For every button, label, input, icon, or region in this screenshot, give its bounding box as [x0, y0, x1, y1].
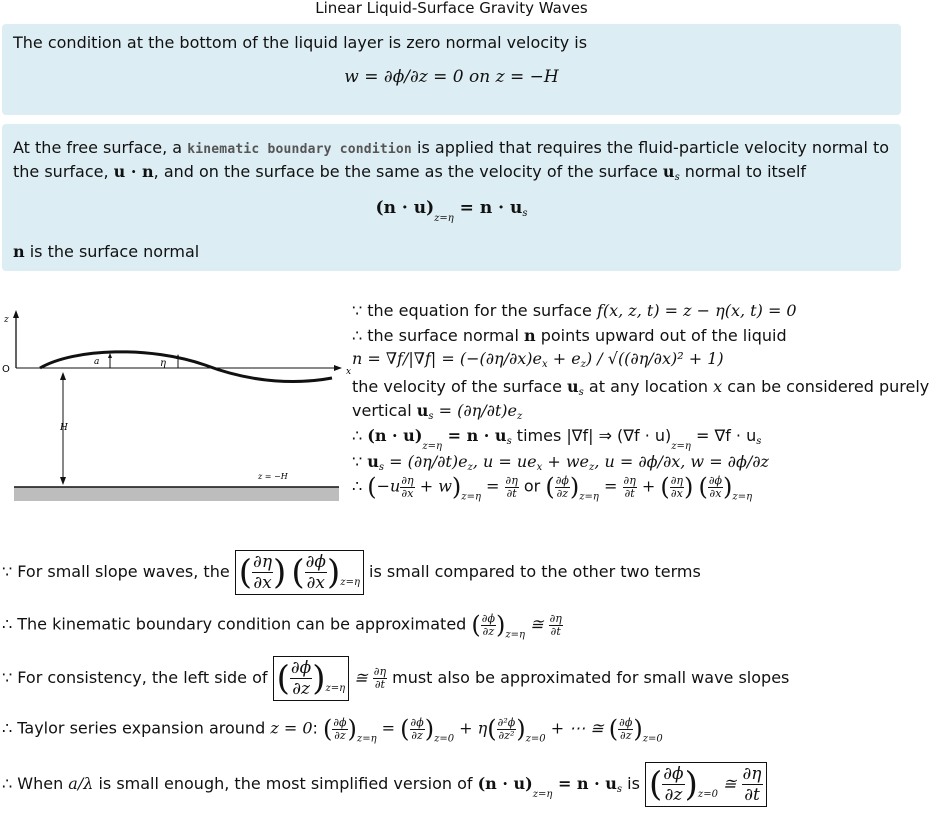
z-axis-arrow	[13, 310, 19, 318]
derivation-line-3: $n = \nabla f/|\nabla f| = (-(\partial\eta/\partial x)e_x + e_z) / √((\partial\eta/\partial x)^2 + 1)$	[352, 349, 724, 370]
origin-label: O	[2, 364, 10, 375]
bottom-line-2: ∴ The kinematic boundary condition can be approximated ( $\frac{\partial\phi}{\partial z}$ )$_{z=\eta}$ ≅ $\frac{\partial\eta}{\partial t}$	[2, 611, 562, 641]
bottom-condition-equation: w = ∂ϕ/∂z = 0 on z = −H	[344, 67, 559, 87]
final-result-box: ( $\frac{\partial\phi}{\partial z}$ )$_{z=0}$ ≅ $\frac{\partial\eta}{\partial t}$	[645, 762, 767, 807]
ground-hatch	[14, 487, 339, 501]
bottom-depth-label: z = −H	[258, 472, 288, 481]
depth-arrow-bottom	[60, 477, 66, 485]
derivation-line-8: ∴ (−u $\frac{\partial\eta}{\partial x}$ + $w)_{z=\eta}$ = $\frac{\partial\eta}{\partial t}$ or ( $\frac{\partial\phi}{\partial z}$ )$_{z=\eta}$ = $\frac{\partial\eta}{\partial t}$ + ( $\frac{\partial\eta}{\partial x}$ ) ( $\frac{\partial\phi}{\partial x}$ )$_{z=\eta}$	[352, 473, 753, 503]
page-title: Linear Liquid-Surface Gravity Waves	[315, 0, 588, 17]
bottom-condition-text: The condition at the bottom of the liquid layer is zero normal velocity is	[13, 33, 588, 52]
bottom-line-1: ∵ For small slope waves, the ( $\frac{\partial\eta}{\partial x}$ ) ( $\frac{\partial\phi}{\partial x}$ )$_{z=\eta}$ is small compared to the other two terms	[2, 552, 701, 593]
boxed-term-1: ( $\frac{\partial\eta}{\partial x}$ ) ( $\frac{\partial\phi}{\partial x}$ )$_{z=\eta}$	[235, 550, 364, 595]
bottom-line-5: ∴ When a/λ is small enough, the most simplified version of $(n \cdot u)_{z=\eta} = n \cdot u_s$ is ( $\frac{\partial\phi}{\partial z}$ )$_{z=0}$ ≅ $\frac{\partial\eta}{\partial t}$	[2, 762, 767, 807]
derivation-line-7: ∵ $u_s = (\partial\eta/\partial t)e_z$, $u = ue_x + we_z$, u = ∂ϕ/∂x, w = ∂ϕ/∂z	[352, 452, 769, 473]
kinematic-keyword: kinematic boundary condition	[187, 142, 412, 157]
a-label: a	[94, 357, 100, 367]
bottom-line-4: ∴ Taylor series expansion around z = 0: ( $\frac{\partial\phi}{\partial z}$ )$_{z=\eta}$ = ( $\frac{\partial\phi}{\partial z}$ )$_{z=0} + \eta$( $\frac{\text{∂²ϕ}}{\text{∂z²}}$ )$_{z=0}$ + ⋯ ≅ ( $\frac{\partial\phi}{\partial z}$ )$_{z=0}$	[2, 715, 663, 745]
derivation-line-4: the velocity of the surface $u_s$ at any location x can be considered purely	[352, 377, 929, 398]
z-label: z	[4, 315, 9, 325]
x-axis-arrow	[334, 365, 342, 371]
kinematic-text-line2: the surface, u · n, and on the surface be the same as the velocity of the surface $u_s$ normal to itself	[13, 162, 807, 183]
derivation-line-5: vertical $u_s = (\partial\eta/\partial t)e_z$	[352, 401, 523, 422]
bottom-line-3: ∵ For consistency, the left side of ( $\frac{\partial\phi}{\partial z}$ )$_{z=\eta}$ ≅ $\frac{\partial\eta}{\partial t}$ must also be approximated for small wave slopes	[2, 658, 790, 699]
wave-diagram	[0, 300, 352, 510]
derivation-line-1: ∵ the equation for the surface f(x, z, t) = z − η(x, t) = 0	[352, 301, 797, 320]
derivation-line-6: ∴ $(n \cdot u)_{z=\eta} = n \cdot u_s$ times |∇f| ⇒ $(\nabla f \cdot u)_{z=\eta} = \nabla f \cdot u_s$	[352, 426, 762, 452]
derivation-line-2: ∴ the surface normal n points upward out of the liquid	[352, 326, 787, 345]
eta-label: η	[160, 358, 166, 369]
kinematic-text-line1: At the free surface, a kinematic boundary condition is applied that requires the fluid-particle velocity normal to	[13, 138, 890, 157]
kinematic-equation: $(n \cdot u)_{z=\eta} = n \cdot u_s$	[375, 198, 528, 224]
h-label: H	[60, 423, 68, 433]
boxed-term-2: ( $\frac{\partial\phi}{\partial z}$ )$_{z=\eta}$	[273, 656, 350, 701]
depth-arrow-top	[60, 372, 66, 380]
x-label: x	[346, 367, 352, 377]
wave-curve	[40, 352, 332, 382]
amplitude-arrow-head	[108, 353, 112, 358]
surface-normal-note: n is the surface normal	[13, 242, 200, 261]
